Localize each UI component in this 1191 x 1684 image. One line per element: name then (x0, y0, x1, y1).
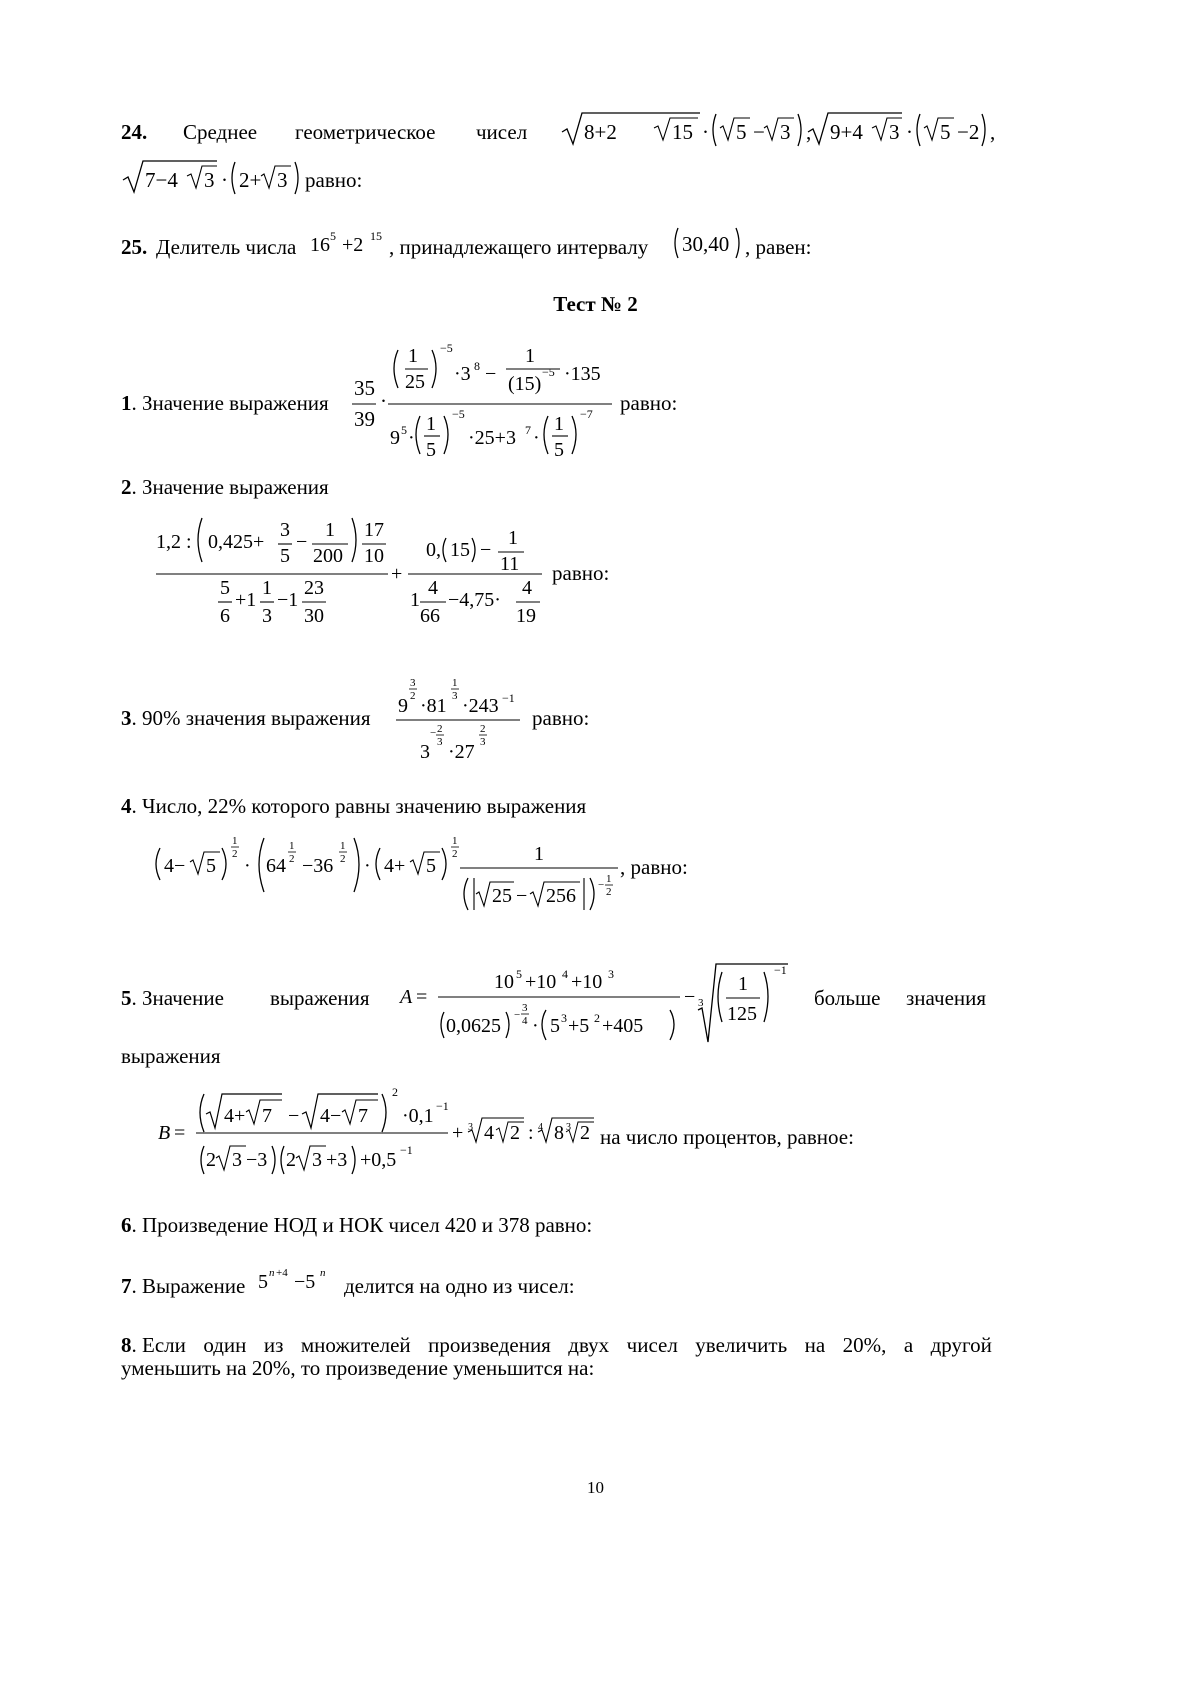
svg-text:15: 15 (672, 120, 693, 144)
item-text: на число процентов, равное: (600, 1125, 854, 1149)
svg-text:30: 30 (304, 605, 324, 627)
svg-text:−5: −5 (440, 341, 453, 355)
svg-text:+10: +10 (571, 971, 603, 993)
svg-text:3: 3 (277, 168, 288, 192)
svg-text:2: 2 (510, 1122, 520, 1144)
svg-text:4: 4 (538, 1122, 543, 1133)
svg-text:2: 2 (289, 853, 295, 865)
item-label (121, 708, 371, 729)
svg-text:19: 19 (516, 605, 536, 627)
svg-text:1: 1 (289, 840, 295, 852)
item-number: 3 (121, 706, 132, 730)
item-text: произведения (428, 1333, 551, 1357)
svg-text:4: 4 (428, 577, 438, 599)
svg-text:3: 3 (232, 1149, 242, 1171)
section-title: Тест № 2 (553, 292, 638, 316)
svg-text:·0,1: ·0,1 (402, 1105, 434, 1127)
svg-text:5: 5 (426, 439, 436, 461)
svg-text:+3: +3 (326, 1149, 348, 1171)
svg-text:·81: ·81 (420, 695, 447, 717)
svg-text:39: 39 (354, 407, 375, 431)
svg-text:3: 3 (262, 605, 272, 627)
svg-text:2: 2 (594, 1011, 600, 1025)
svg-text:·: · (533, 427, 540, 449)
svg-text:3: 3 (437, 736, 443, 748)
item-text: один (203, 1333, 247, 1357)
svg-text:−2: −2 (957, 120, 980, 144)
svg-text:3: 3 (608, 967, 614, 981)
svg-text:1: 1 (525, 345, 535, 367)
svg-text:200: 200 (313, 545, 343, 567)
svg-text:7−4: 7−4 (145, 168, 178, 192)
formula-root-product-3 (121, 158, 301, 198)
item-text: выражения (121, 1044, 221, 1068)
svg-text:30,40: 30,40 (682, 232, 730, 256)
svg-text:=: = (416, 986, 428, 1008)
svg-text:−1: −1 (277, 589, 299, 611)
item-text: . Значение (131, 986, 224, 1010)
item-text: равно: (620, 391, 678, 415)
svg-text:9: 9 (390, 427, 400, 449)
svg-text:4+: 4+ (224, 1105, 246, 1127)
item-text: множителей (300, 1333, 411, 1357)
svg-text:5: 5 (554, 439, 564, 461)
formula-test7 (258, 1264, 340, 1296)
svg-text:8: 8 (474, 359, 480, 373)
svg-text:3: 3 (280, 519, 290, 541)
item-text: а (903, 1333, 914, 1357)
formula-test4 (152, 832, 622, 914)
svg-text:1: 1 (426, 413, 436, 435)
svg-text:−: − (485, 363, 497, 385)
item-number: 7 (121, 1274, 132, 1298)
item-text: значения (906, 986, 987, 1010)
svg-text:2: 2 (410, 690, 416, 702)
svg-text:2: 2 (232, 848, 238, 860)
item-text: 8. Если (121, 1333, 186, 1357)
svg-text:2+: 2+ (239, 168, 262, 192)
svg-text:1: 1 (410, 589, 420, 611)
svg-text:2: 2 (452, 848, 458, 860)
svg-text:−1: −1 (774, 963, 787, 977)
svg-text:1: 1 (508, 527, 518, 549)
svg-text:·135: ·135 (564, 363, 601, 385)
item-label (121, 1276, 245, 1297)
svg-text:2: 2 (480, 723, 486, 735)
svg-text:+10: +10 (525, 971, 557, 993)
svg-text:+: + (452, 1122, 464, 1144)
svg-text:4: 4 (522, 1015, 528, 1027)
item-number: 4 (121, 794, 132, 818)
item-text: больше (814, 986, 881, 1010)
item-label (121, 988, 224, 1009)
svg-text:+2: +2 (342, 234, 364, 256)
svg-text:3: 3 (566, 1122, 571, 1133)
svg-text:1,2 :: 1,2 : (156, 531, 192, 553)
item-text: . Выражение (131, 1274, 246, 1298)
svg-text:3: 3 (312, 1149, 322, 1171)
svg-text:(15): (15) (508, 373, 542, 395)
svg-text:−: − (598, 879, 605, 891)
svg-text:2: 2 (392, 1085, 398, 1099)
svg-text:1: 1 (232, 835, 238, 847)
svg-text:1: 1 (452, 677, 458, 689)
formula-power-sum (310, 225, 390, 259)
svg-text:1: 1 (340, 840, 346, 852)
item-number: 5 (121, 986, 132, 1010)
svg-text:1: 1 (738, 973, 748, 995)
svg-text:+: + (391, 563, 403, 585)
svg-text:5: 5 (220, 577, 230, 599)
svg-text:5: 5 (280, 545, 290, 567)
svg-text:·: · (702, 120, 709, 144)
svg-text:4−: 4− (320, 1105, 342, 1127)
svg-text:,: , (990, 120, 996, 144)
svg-text:·: · (532, 1015, 539, 1037)
item-text: . Значение выражения (131, 475, 329, 499)
item-number: 8 (121, 1333, 132, 1357)
svg-text:−5: −5 (452, 407, 465, 421)
svg-text:−: − (514, 1009, 521, 1021)
item-text: уменьшить на 20%, то произведение уменьшится на: (121, 1356, 595, 1380)
svg-text:4: 4 (522, 577, 532, 599)
formula-root-product-2 (806, 110, 1006, 150)
svg-text:n: n (269, 1267, 275, 1279)
svg-text:1: 1 (606, 873, 612, 885)
svg-text:−36: −36 (302, 855, 334, 877)
svg-text:2: 2 (606, 886, 612, 898)
item-number: 6 (121, 1213, 132, 1237)
svg-text:1: 1 (534, 843, 544, 865)
formula-test1 (350, 338, 620, 466)
svg-text:−: − (296, 531, 308, 553)
svg-text:2: 2 (286, 1149, 296, 1171)
svg-text:23: 23 (304, 577, 324, 599)
item-number: 1 (121, 391, 132, 415)
page-number: 10 (587, 1478, 604, 1497)
svg-text:16: 16 (310, 234, 330, 256)
item-number: 2 (121, 475, 132, 499)
svg-text:5: 5 (258, 1271, 268, 1293)
svg-text:−: − (430, 727, 437, 739)
item-text: чисел (626, 1333, 678, 1357)
svg-text:8+2: 8+2 (584, 120, 617, 144)
item-text: выражения (270, 986, 370, 1010)
item-label (121, 796, 586, 817)
item-text: . Число, 22% которого равны значению выражения (131, 794, 587, 818)
problem-text: , принадлежащего интервалу (389, 235, 649, 259)
svg-text:5: 5 (206, 855, 216, 877)
problem-text: геометрическое (295, 120, 436, 144)
svg-text:11: 11 (500, 553, 520, 575)
item-text: , равно: (620, 855, 688, 879)
svg-text:7: 7 (525, 423, 531, 437)
item-text: другой (930, 1333, 992, 1357)
svg-text:25: 25 (405, 371, 425, 393)
item-label (121, 477, 329, 498)
item-text: делится на одно из чисел: (344, 1274, 575, 1298)
svg-text:17: 17 (364, 519, 384, 541)
item-text: из (263, 1333, 284, 1357)
problem-text: Среднее (183, 120, 258, 144)
svg-text:−5: −5 (542, 365, 555, 379)
svg-text:3: 3 (480, 736, 486, 748)
svg-text:3: 3 (452, 690, 458, 702)
svg-text:4−: 4− (164, 855, 186, 877)
svg-text:2: 2 (437, 723, 443, 735)
svg-text:5: 5 (940, 120, 951, 144)
svg-text:·25+3: ·25+3 (468, 427, 516, 449)
formula-test5-B (156, 1086, 596, 1178)
svg-text:−3: −3 (246, 1149, 268, 1171)
svg-text:+0,5: +0,5 (360, 1149, 397, 1171)
problem-text: , равен: (745, 235, 812, 259)
item-text: равно: (552, 561, 610, 585)
item-text: равно: (532, 706, 590, 730)
svg-text:9+4: 9+4 (830, 120, 863, 144)
svg-text:15: 15 (370, 229, 382, 243)
svg-text:3: 3 (468, 1122, 473, 1133)
item-text: 20%, (842, 1333, 887, 1357)
svg-text:·: · (364, 855, 371, 877)
svg-text:66: 66 (420, 605, 440, 627)
item-label (121, 1215, 592, 1236)
svg-text:1: 1 (408, 345, 418, 367)
svg-text:−: − (753, 120, 765, 144)
svg-text:5: 5 (516, 967, 522, 981)
svg-text:A: A (400, 986, 413, 1008)
svg-text:·: · (380, 389, 387, 413)
svg-text:+4: +4 (276, 1267, 288, 1279)
svg-text:=: = (174, 1122, 186, 1144)
svg-text:2: 2 (206, 1149, 216, 1171)
item-label (121, 393, 329, 414)
svg-text:·3: ·3 (454, 363, 471, 385)
formula-test3 (396, 674, 526, 766)
svg-text:8: 8 (554, 1122, 564, 1144)
formula-interval (672, 225, 752, 261)
svg-text:−5: −5 (294, 1271, 316, 1293)
svg-text:5: 5 (736, 120, 747, 144)
svg-text:4: 4 (484, 1122, 494, 1144)
svg-text:−1: −1 (436, 1099, 449, 1113)
svg-text:4+: 4+ (384, 855, 406, 877)
svg-text:−4,75·: −4,75· (448, 589, 501, 611)
svg-text:+405: +405 (602, 1015, 644, 1037)
problem-number: 24. (121, 120, 148, 144)
svg-text:·: · (906, 120, 913, 144)
svg-text:−7: −7 (580, 407, 593, 421)
svg-text:0,: 0, (426, 539, 441, 561)
svg-text:−: − (480, 539, 492, 561)
svg-text:9: 9 (398, 695, 408, 717)
svg-text:+5: +5 (568, 1015, 590, 1037)
svg-text:25: 25 (492, 885, 512, 907)
svg-text:0,425+: 0,425+ (208, 531, 265, 553)
problem-text: чисел (476, 120, 528, 144)
svg-text:·: · (221, 168, 228, 192)
svg-text:3: 3 (698, 997, 704, 1009)
svg-text:·: · (408, 427, 415, 449)
svg-text:5: 5 (401, 423, 407, 437)
svg-text:3: 3 (522, 1002, 528, 1014)
svg-text:1: 1 (262, 577, 272, 599)
problem-text: равно: (305, 168, 363, 192)
svg-text:−1: −1 (400, 1143, 413, 1157)
item-text: двух (568, 1333, 610, 1357)
svg-text:7: 7 (358, 1105, 368, 1127)
item-line (121, 1335, 992, 1356)
svg-text:+1: +1 (235, 589, 257, 611)
svg-text:3: 3 (204, 168, 215, 192)
svg-text:15: 15 (450, 539, 470, 561)
svg-text:·243: ·243 (462, 695, 499, 717)
item-text: увеличить (695, 1333, 788, 1357)
item-text: . Значение выражения (131, 391, 329, 415)
svg-text:,: , (806, 120, 812, 144)
svg-text::: : (528, 1122, 534, 1144)
svg-text:35: 35 (354, 376, 375, 400)
svg-text:2: 2 (340, 853, 346, 865)
svg-text:n: n (320, 1267, 326, 1279)
item-text: . 90% значения выражения (131, 706, 371, 730)
problem-text: Делитель числа (156, 235, 297, 259)
svg-text:5: 5 (330, 229, 336, 243)
svg-text:·: · (244, 855, 251, 877)
svg-text:3: 3 (420, 741, 430, 763)
item-text: на (804, 1333, 826, 1357)
svg-text:−: − (684, 986, 696, 1008)
svg-text:6: 6 (220, 605, 230, 627)
item-text: . Произведение НОД и НОК чисел 420 и 378 равно: (131, 1213, 593, 1237)
formula-root-product-1 (560, 110, 812, 150)
svg-text:5: 5 (426, 855, 436, 877)
svg-text:2: 2 (580, 1122, 590, 1144)
problem-number: 25. (121, 235, 148, 259)
svg-text:10: 10 (364, 545, 384, 567)
svg-text:3: 3 (889, 120, 900, 144)
svg-text:−: − (516, 885, 528, 907)
svg-text:125: 125 (727, 1003, 757, 1025)
svg-text:1: 1 (452, 835, 458, 847)
svg-text:−1: −1 (502, 691, 515, 705)
svg-text:4: 4 (562, 967, 568, 981)
svg-text:0,0625: 0,0625 (446, 1015, 501, 1037)
svg-text:256: 256 (546, 885, 576, 907)
svg-text:3: 3 (561, 1011, 567, 1025)
svg-text:5: 5 (550, 1015, 560, 1037)
svg-text:3: 3 (780, 120, 791, 144)
formula-test2 (150, 508, 550, 632)
svg-text:1: 1 (325, 519, 335, 541)
svg-text:7: 7 (262, 1105, 272, 1127)
formula-test5-A (398, 960, 798, 1046)
svg-text:10: 10 (494, 971, 514, 993)
svg-text:−: − (288, 1105, 300, 1127)
svg-text:64: 64 (266, 855, 286, 877)
svg-text:·27: ·27 (448, 741, 475, 763)
svg-text:B: B (158, 1122, 171, 1144)
svg-text:1: 1 (554, 413, 564, 435)
svg-text:3: 3 (410, 677, 416, 689)
